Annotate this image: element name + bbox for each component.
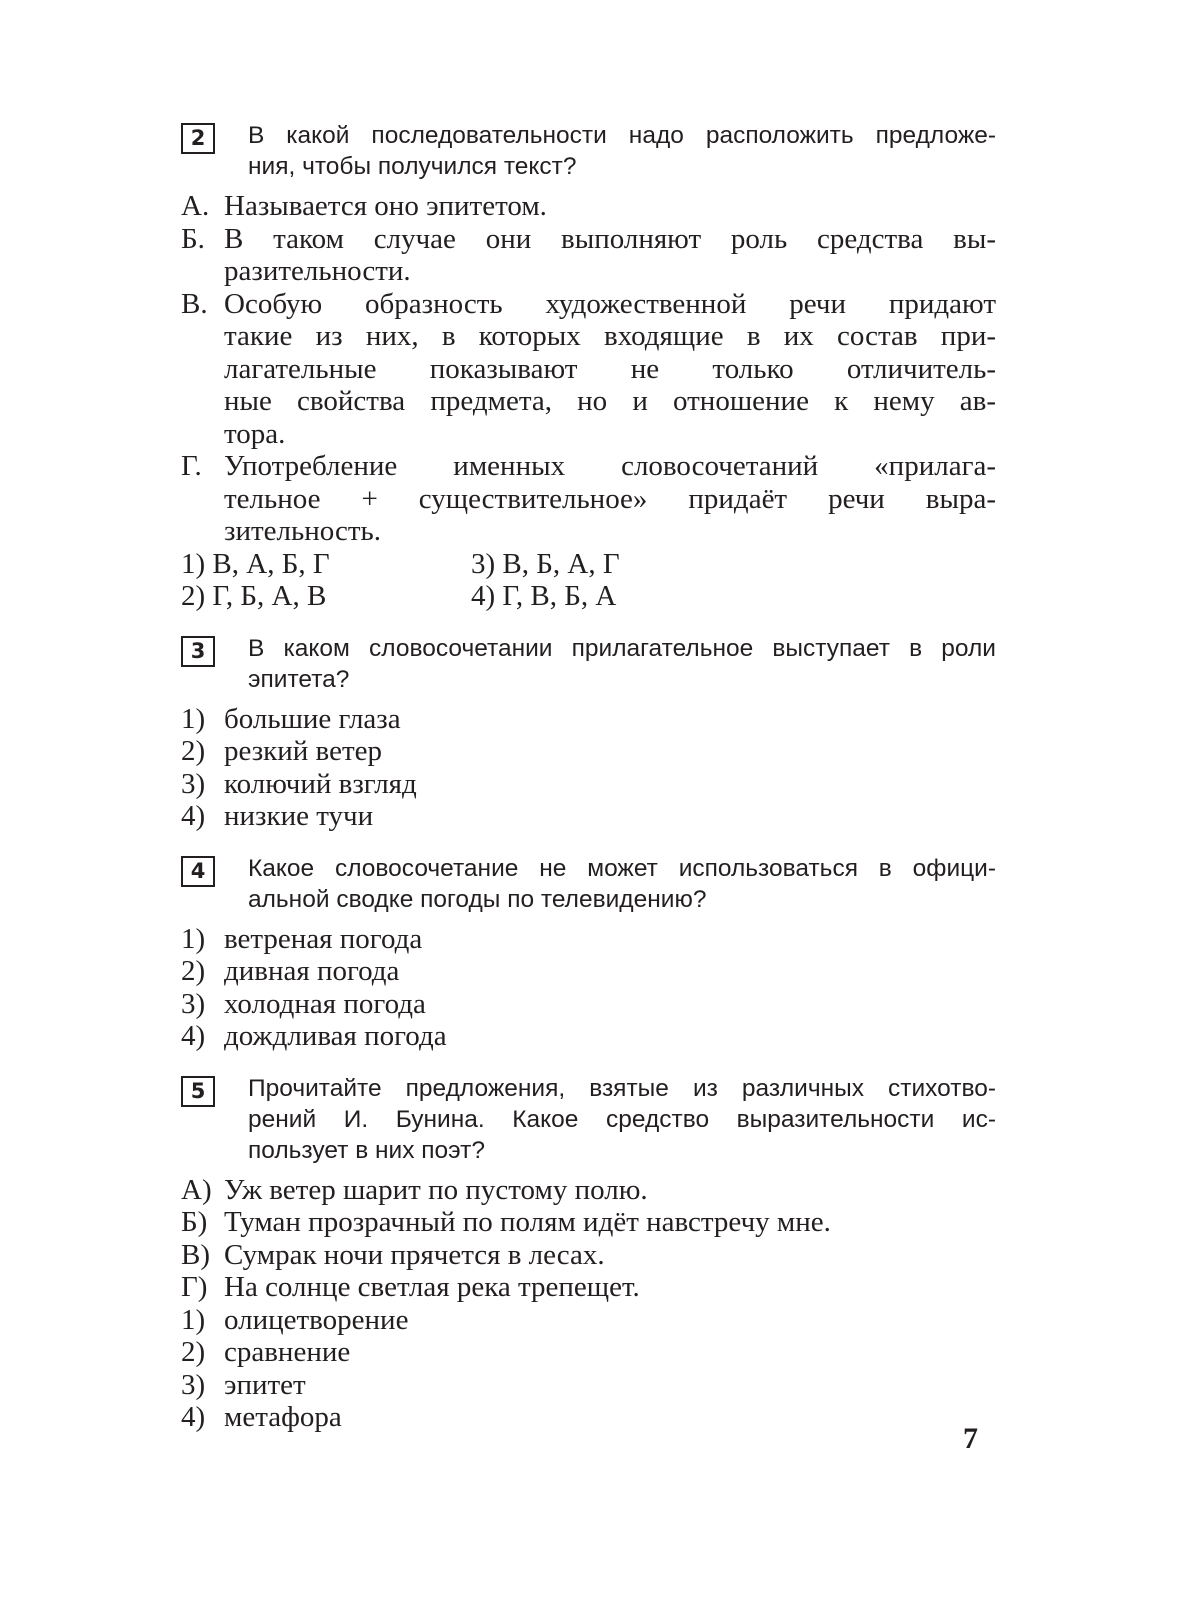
option-text: низкие тучи	[224, 800, 374, 832]
task-question	[248, 633, 996, 695]
sentence-item	[181, 1206, 996, 1239]
sentence-marker: А.	[181, 190, 210, 222]
answer-option[interactable]	[181, 768, 996, 801]
answer-option[interactable]	[181, 988, 996, 1021]
task-3	[181, 633, 996, 833]
question-line: эпитета?	[248, 665, 350, 693]
sentence-marker: Г)	[181, 1271, 208, 1303]
option-text: большие глаза	[224, 702, 401, 735]
option-marker: 2)	[181, 735, 206, 767]
sentence-line: лагательные показывают не только отличитель-	[224, 352, 996, 385]
answer-option[interactable]	[181, 1336, 996, 1369]
option-marker: 2)	[181, 955, 206, 987]
answer-option[interactable]	[181, 1304, 996, 1337]
sentence-text: На солнце светлая река трепещет.	[224, 1271, 640, 1303]
option-marker: 1)	[181, 922, 206, 955]
question-line: Какое словосочетание не может использоваться в офици-	[248, 854, 996, 882]
answer-option[interactable]	[181, 1401, 996, 1434]
sentence-text: Уж ветер шарит по пустому полю.	[224, 1173, 648, 1206]
sentence-item	[181, 1239, 996, 1272]
sentence-line: Называется оно эпитетом.	[224, 190, 547, 222]
sentence-marker: В)	[181, 1238, 210, 1271]
answer-option[interactable]	[181, 955, 996, 988]
sentence-item	[181, 288, 996, 451]
question-line: пользует в них поэт?	[248, 1136, 485, 1164]
question-line: альной сводке погоды по телевидению?	[248, 885, 707, 913]
sentence-text: Туман прозрачный по полям идёт навстречу мне.	[224, 1206, 831, 1238]
option-text: дождливая погода	[224, 1020, 447, 1052]
sentence-item	[181, 450, 996, 548]
option-marker: 1)	[181, 1303, 206, 1336]
option-text: колючий взгляд	[224, 767, 417, 800]
sentence-line: зительность.	[224, 515, 381, 547]
sentence-line: такие из них, в которых входящие в их состав при-	[224, 320, 996, 352]
answer-option[interactable]	[181, 923, 996, 956]
answer-options	[181, 703, 996, 833]
question-line: В какой последовательности надо расположить предложе-	[248, 122, 996, 149]
option-marker: 3)	[181, 1368, 206, 1401]
option-text: эпитет	[224, 1368, 306, 1401]
sentence-marker: А)	[181, 1173, 212, 1206]
option-text: резкий ветер	[224, 735, 382, 767]
question-line: ния, чтобы получился текст?	[248, 153, 577, 180]
sentence-list	[181, 1174, 996, 1434]
sentence-line: Употребление именных словосочетаний «прилага-	[224, 450, 996, 482]
answer-option[interactable]: 3) В, Б, А, Г	[471, 547, 620, 580]
answer-option[interactable]	[181, 1369, 996, 1402]
option-marker: 4)	[181, 800, 206, 832]
sentence-line: разительности.	[224, 255, 411, 287]
task-5-header	[181, 1073, 996, 1166]
answer-option[interactable]	[181, 800, 996, 833]
task-3-header	[181, 633, 996, 695]
sentence-item	[181, 1271, 996, 1304]
task-question	[248, 1073, 996, 1166]
task-4-header	[181, 853, 996, 915]
question-line: Прочитайте предложения, взятые из различных стихотво-	[248, 1074, 996, 1102]
answer-option[interactable]: 2) Г, Б, А, В	[181, 580, 327, 612]
option-marker: 1)	[181, 702, 206, 735]
task-4	[181, 853, 996, 1053]
answer-option[interactable]	[181, 703, 996, 736]
option-text: олицетворение	[224, 1303, 409, 1336]
option-marker: 2)	[181, 1336, 206, 1368]
sentence-text: Сумрак ночи прячется в лесах.	[224, 1238, 605, 1271]
option-marker: 3)	[181, 767, 206, 800]
sentence-list	[181, 190, 996, 613]
sentence-marker: В.	[181, 287, 208, 320]
option-text: ветреная погода	[224, 922, 423, 955]
sentence-line: тора.	[224, 417, 286, 450]
question-line: В каком словосочетании прилагательное выступает в роли	[248, 634, 996, 662]
sentence-line: Особую образность художественной речи придают	[224, 287, 996, 320]
option-text: холодная погода	[224, 987, 426, 1020]
option-marker: 4)	[181, 1401, 206, 1433]
task-2-header	[181, 120, 996, 182]
sentence-item	[181, 190, 996, 223]
sentence-marker: Б)	[181, 1206, 208, 1238]
page-content	[181, 120, 996, 1454]
task-number-box: 2	[181, 123, 215, 154]
task-5	[181, 1073, 996, 1434]
task-question	[248, 120, 996, 182]
answer-option[interactable]: 1) В, А, Б, Г	[181, 547, 330, 580]
answer-options	[181, 923, 996, 1053]
answer-option[interactable]	[181, 1020, 996, 1053]
answer-option[interactable]: 4) Г, В, Б, А	[471, 580, 617, 612]
question-line: рений И. Бунина. Какое средство выразительности ис-	[248, 1105, 996, 1133]
sentence-marker: Б.	[181, 222, 205, 255]
task-number-box: 3	[181, 636, 215, 667]
sentence-item	[181, 223, 996, 288]
sentence-marker: Г.	[181, 450, 202, 482]
option-marker: 3)	[181, 987, 206, 1020]
option-text: сравнение	[224, 1336, 351, 1368]
task-question	[248, 853, 996, 915]
sentence-line: тельное + существительное» придаёт речи выра-	[224, 482, 996, 515]
task-2	[181, 120, 996, 613]
task-number-box: 5	[181, 1076, 215, 1107]
sentence-line: ные свойства предмета, но и отношение к нему ав-	[224, 385, 996, 417]
sentence-item	[181, 1174, 996, 1207]
page-number: 7	[963, 1422, 978, 1455]
option-text: метафора	[224, 1401, 342, 1433]
option-marker: 4)	[181, 1020, 206, 1052]
answer-options	[181, 548, 996, 613]
sentence-line: В таком случае они выполняют роль средства вы-	[224, 222, 996, 255]
option-text: дивная погода	[224, 955, 400, 987]
answer-option[interactable]	[181, 735, 996, 768]
task-number-box: 4	[181, 856, 215, 887]
